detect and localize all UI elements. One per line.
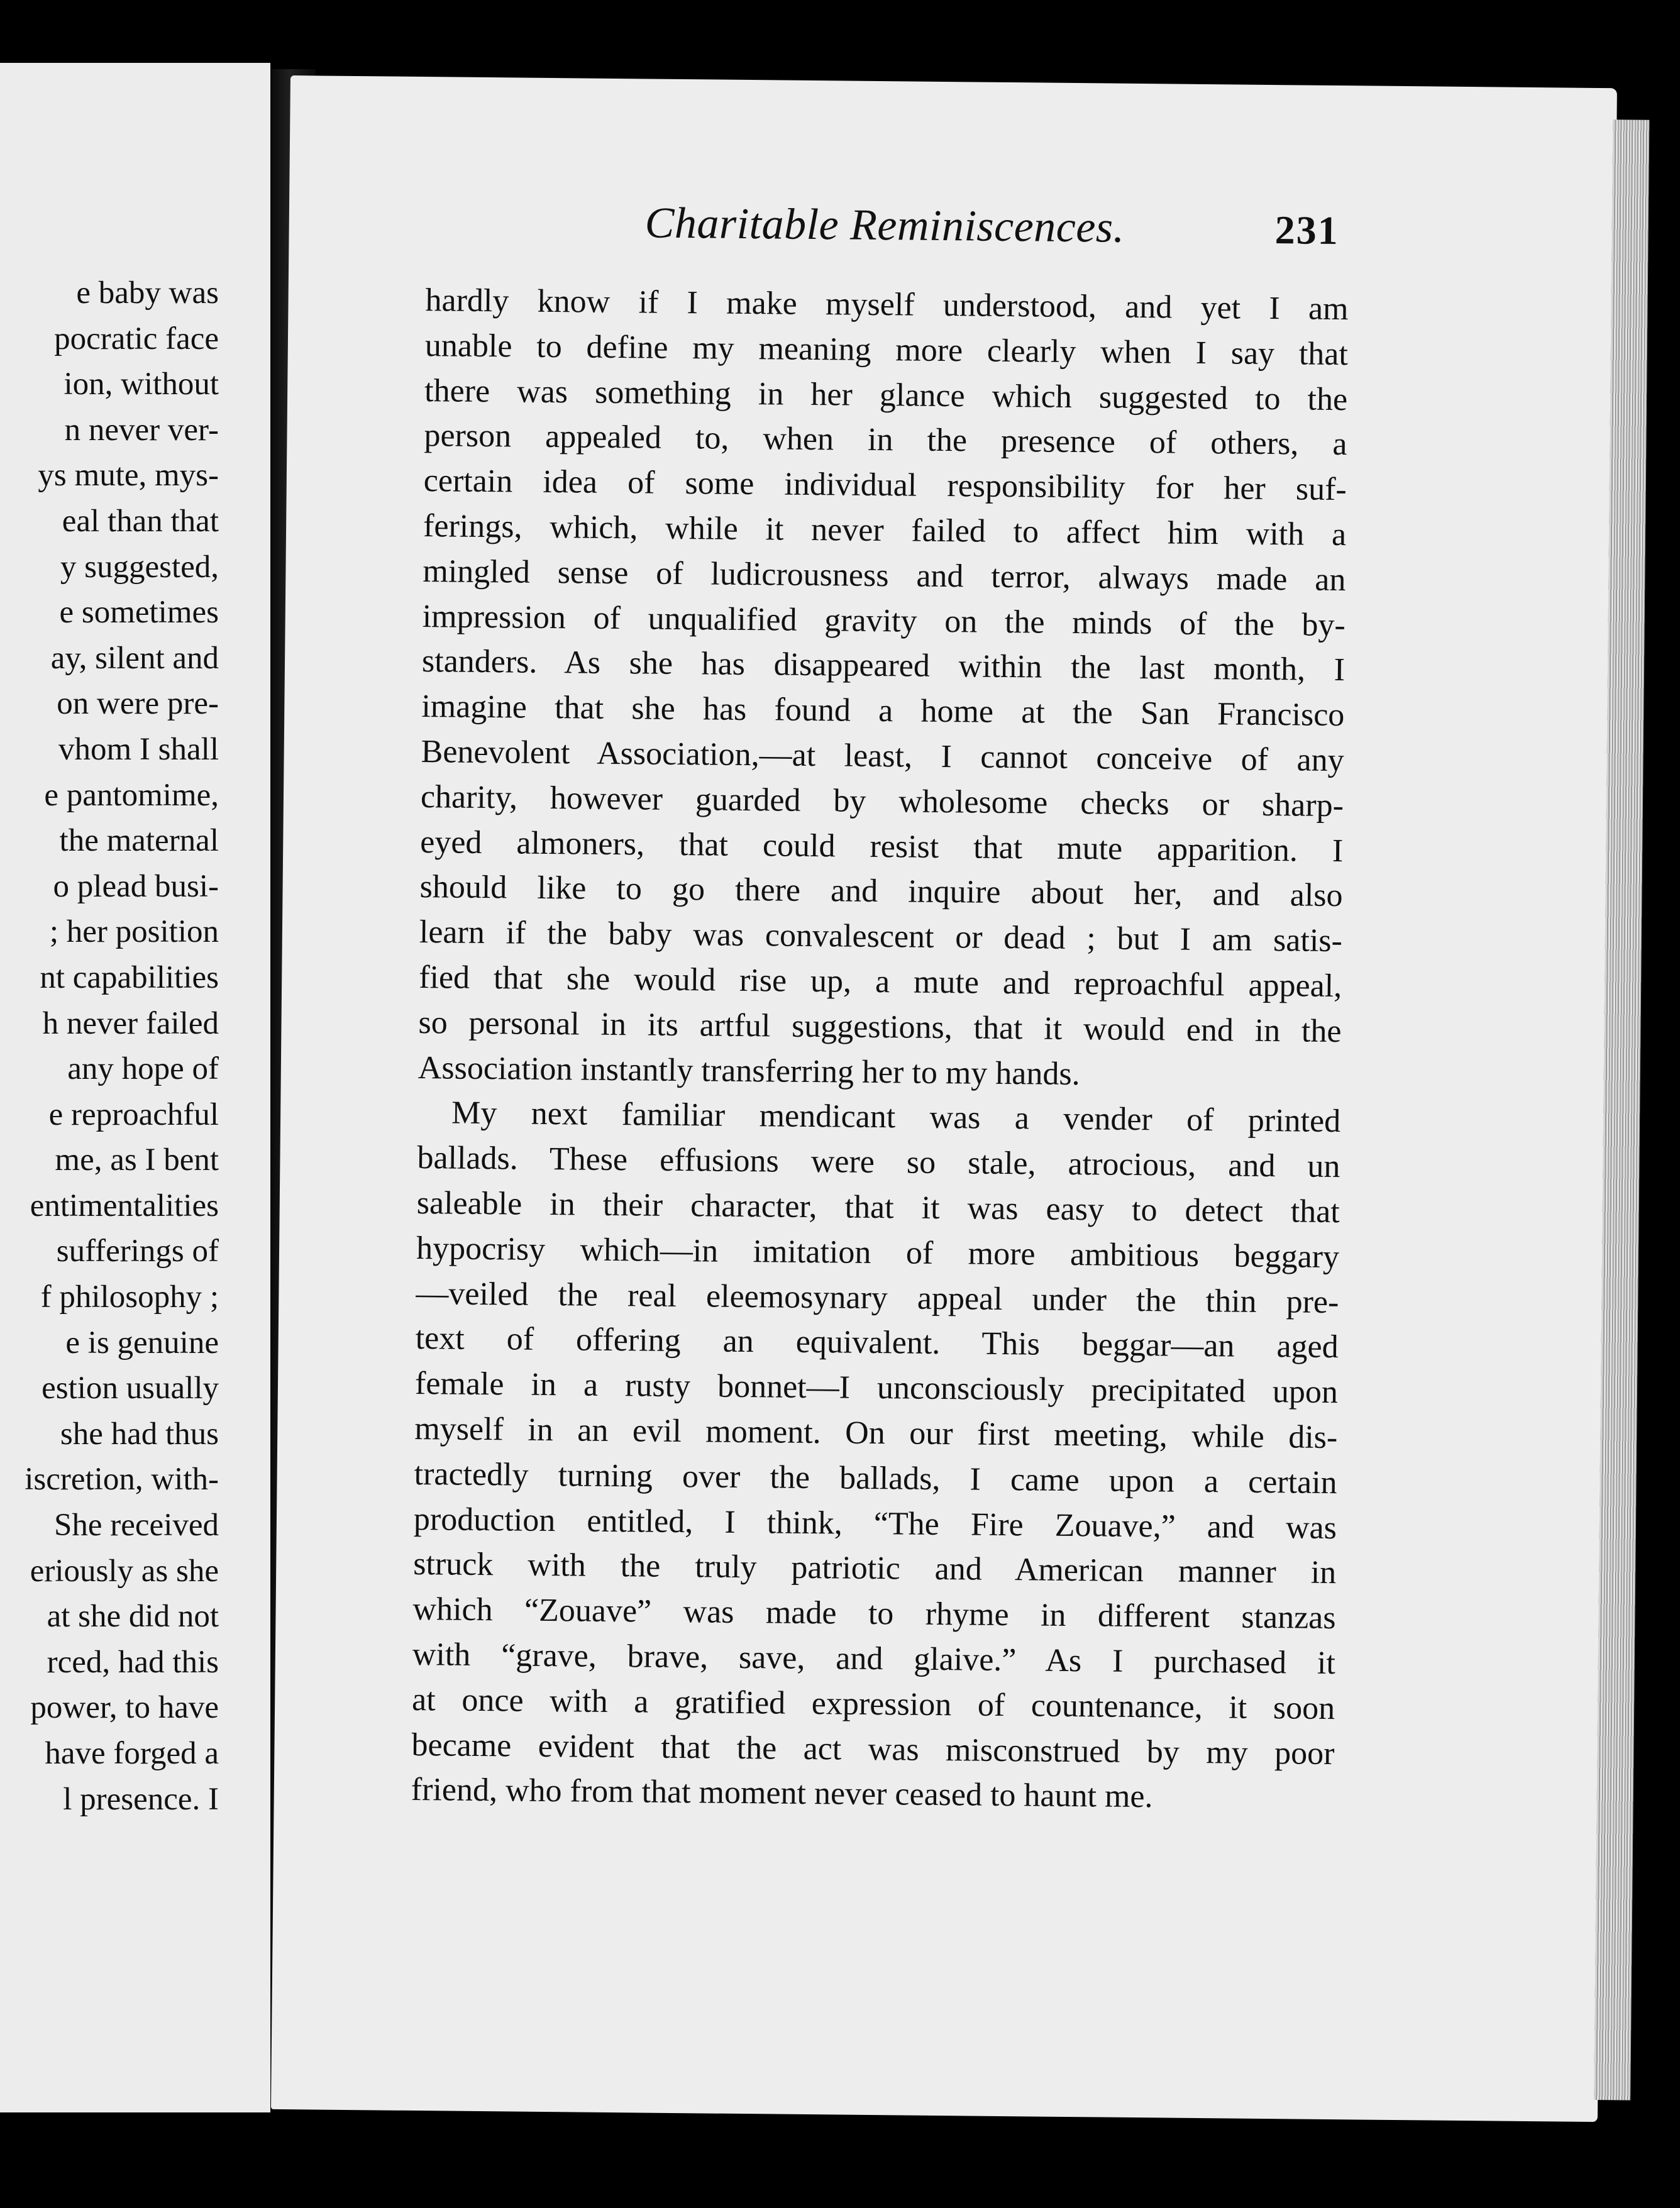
text-line: saleable in their character, that it was easy to detect that [416,1184,1340,1230]
text-line: Association instantly transferring her to my hands. [417,1049,1080,1092]
text-line: pocratic face [54,321,219,356]
text-line: eyed almoners, that could resist that mute apparition. I [420,824,1344,869]
text-line: unable to define my meaning more clearly when I say that [424,327,1349,372]
text-line: hypocrisy which—in imitation of more ambitious beggary [416,1230,1340,1275]
text-line: sufferings of [56,1234,219,1269]
text-line: production entitled, I think, “The Fire Zouave,” and was [413,1501,1337,1546]
text-line: power, to have [30,1690,219,1726]
text-line: at once with a gratified expression of countenance, it soon [411,1681,1335,1726]
text-line: f philosophy ; [40,1279,219,1315]
text-line: e reproachful [48,1096,219,1132]
text-line: ferings, which, while it never failed to affect him with a [423,508,1347,553]
left-page [0,63,270,2112]
text-line: iscretion, with- [25,1462,219,1498]
body-text [411,278,1348,1821]
text-line: person appealed to, when in the presence of others, a [424,417,1347,463]
text-line: impression of unqualified gravity on the minds of the by- [422,598,1346,643]
text-line: struck with the truly patriotic and American manner in [413,1546,1337,1591]
text-line: with “grave, brave, save, and glaive.” As I purchased it [412,1636,1336,1681]
text-line: o plead busi- [53,868,219,904]
text-line: e sometimes [59,595,219,631]
text-line: n never ver- [64,412,219,448]
text-line: certain idea of some individual responsibility for her suf- [423,463,1347,508]
text-line: myself in an evil moment. On our first meeting, while dis- [414,1410,1338,1456]
text-line: ys mute, mys- [38,458,219,494]
text-line: any hope of [67,1051,219,1087]
text-line: ay, silent and [50,640,219,676]
text-line: the maternal [59,823,219,859]
text-line: —veiled the real eleemosynary appeal under the thin pre- [416,1275,1339,1320]
text-line: imagine that she has found a home at the San Francisco [421,688,1345,734]
text-line: nt capabilities [40,959,219,995]
text-line: at she did not [47,1599,219,1635]
right-page [271,75,1617,2122]
text-line: became evident that the act was misconstrued by my poor [411,1726,1335,1772]
text-line: so personal in its artful suggestions, that it would end in the [418,1004,1342,1049]
left-page-text [0,270,219,1822]
page-edges [1594,119,1649,2100]
text-line: fied that she would rise up, a mute and reproachful appeal, [418,959,1342,1005]
text-line: which “Zouave” was made to rhyme in different stanzas [412,1591,1336,1637]
text-line: y suggested, [60,549,219,585]
text-line: ; her position [49,914,219,950]
text-line: should like to go there and inquire about her, and also [419,869,1343,914]
paragraph-2 [411,1090,1340,1821]
text-line: hardly know if I make myself understood, and yet I am [425,282,1349,328]
text-line: h never failed [42,1005,219,1041]
text-line: rced, had this [47,1644,219,1680]
text-line: e pantomime, [44,777,219,813]
text-line: eal than that [62,503,219,539]
text-line: female in a rusty bonnet—I unconsciously precipitated upon [414,1366,1339,1411]
text-line: ion, without [64,367,219,402]
text-line: text of offering an equivalent. This beggar—an aged [415,1320,1339,1366]
text-line: learn if the baby was convalescent or dead ; but I am satis- [419,914,1343,959]
text-line: She received [54,1508,219,1543]
text-line: l presence. I [63,1781,219,1817]
text-line: friend, who from that moment never ceased to haunt me. [411,1772,1153,1815]
text-line: eriously as she [30,1553,219,1589]
text-line: vhom I shall [58,731,219,767]
text-line: on were pre- [57,686,219,722]
text-line: me, as I bent [55,1142,219,1178]
text-line: standers. As she has disappeared within the last month, I [421,643,1346,688]
text-line: tractedly turning over the ballads, I came upon a certain [414,1455,1337,1501]
text-line: e baby was [76,275,219,311]
text-line: she had thus [60,1416,219,1452]
text-line: estion usually [41,1371,219,1406]
page-number: 231 [1274,207,1340,253]
text-line: My next familiar mendicant was a vender of printed [451,1095,1341,1140]
running-head: Charitable Reminiscences. [644,199,1125,252]
text-line: entimentalities [30,1188,219,1223]
text-line: charity, however guarded by wholesome checks or sharp- [420,778,1344,824]
text-line: Benevolent Association,—at least, I cannot conceive of any [421,734,1344,779]
text-line: ballads. These effusions were so stale, atrocious, and un [417,1140,1340,1185]
text-line: e is genuine [65,1325,219,1361]
text-line: have forged a [45,1736,219,1771]
text-line: mingled sense of ludicrousness and terror, always made an [423,553,1346,598]
paragraph-1 [418,278,1349,1099]
text-line: there was something in her glance which suggested to the [424,372,1348,417]
